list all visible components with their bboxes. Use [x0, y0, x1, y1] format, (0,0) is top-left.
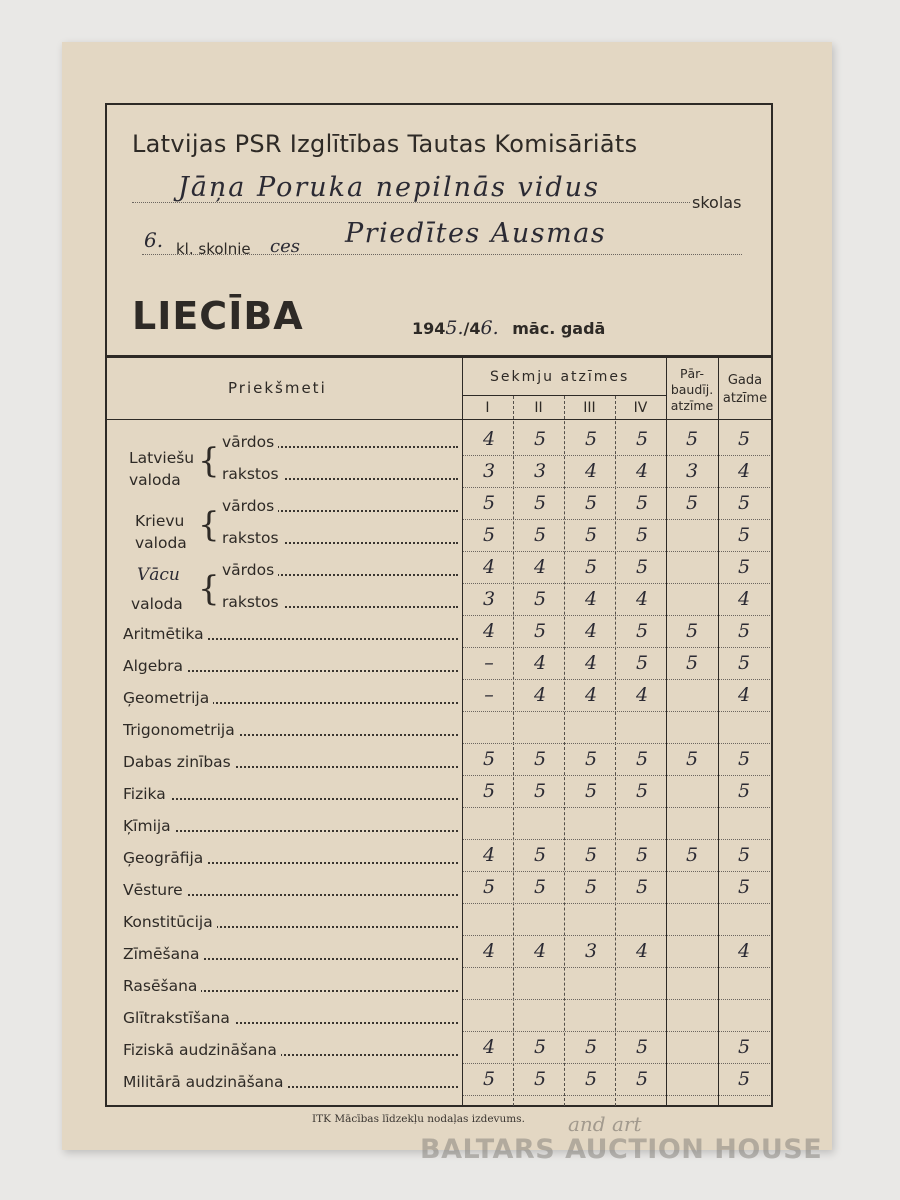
german-language-name: Vācu — [137, 565, 180, 585]
grade-cell: 4 — [737, 588, 751, 610]
grade-cell: 5 — [533, 588, 547, 610]
sublabel-text: vārdos — [222, 561, 278, 579]
grade-cell: 3 — [685, 460, 699, 482]
watermark-line-2: BALTARS AUCTION HOUSE — [420, 1134, 823, 1165]
subject-name: Glītrakstīšana — [123, 1009, 234, 1027]
grade-cell: – — [484, 684, 494, 706]
grade-cell: 4 — [533, 940, 547, 962]
subject-name: Aritmētika — [123, 625, 208, 643]
subject-name: Fizika — [123, 785, 170, 803]
grade-cell: 5 — [685, 620, 699, 642]
row-separator — [463, 647, 770, 648]
year-grade-header — [718, 372, 772, 408]
sublabel-text: rakstos — [222, 465, 283, 483]
grade-cell: 4 — [635, 940, 649, 962]
year-second: 6. — [480, 317, 499, 339]
grade-cell: 5 — [737, 844, 751, 866]
col-divider-year — [718, 356, 719, 1106]
publisher-note: ITK Mācības līdzekļu nodaļas izdevums. — [312, 1113, 525, 1125]
grade-cell: 5 — [635, 492, 649, 514]
latvian-language-label — [129, 447, 194, 491]
row-separator — [463, 679, 770, 680]
row-separator — [463, 1031, 770, 1032]
grade-cell: 5 — [737, 1036, 751, 1058]
subject-name: Ģeometrija — [123, 689, 213, 707]
grade-cell: 5 — [737, 1068, 751, 1090]
grade-cell: 5 — [482, 780, 496, 802]
grade-cell: 5 — [533, 1036, 547, 1058]
sublabel-written-2 — [222, 593, 458, 611]
grade-cell: 4 — [584, 652, 598, 674]
grade-cell: 5 — [584, 1036, 598, 1058]
subject-name: Ķīmija — [123, 817, 175, 835]
subject-row-label — [123, 913, 458, 931]
subject-row-label — [123, 1073, 458, 1091]
grade-cell: 5 — [533, 492, 547, 514]
grade-cell: 5 — [737, 780, 751, 802]
table-header-rule — [107, 419, 771, 420]
exam-header-line-2: baudīj. — [670, 382, 714, 397]
grade-cell: 5 — [737, 876, 751, 898]
gender-suffix: ces — [270, 236, 300, 257]
ministry-heading: Latvijas PSR Izglītības Tautas Komisāriāts — [132, 130, 638, 158]
subject-name: Dabas zinības — [123, 753, 235, 771]
grade-cell: 5 — [635, 748, 649, 770]
row-separator — [463, 967, 770, 968]
grade-cell: 5 — [584, 428, 598, 450]
row-separator — [463, 711, 770, 712]
sublabel-written-0 — [222, 465, 458, 483]
grade-cell: 5 — [635, 1068, 649, 1090]
subject-name: Rasēšana — [123, 977, 201, 995]
grade-cell: 4 — [584, 460, 598, 482]
subject-row-label — [123, 625, 458, 643]
grade-cell: 4 — [584, 588, 598, 610]
school-suffix: skolas — [692, 193, 742, 212]
german-brace: { — [198, 569, 220, 609]
row-separator — [463, 455, 770, 456]
row-separator — [463, 999, 770, 1000]
subject-name: Algebra — [123, 657, 187, 675]
grade-cell: 5 — [482, 1068, 496, 1090]
subject-name: Militārā audzināšana — [123, 1073, 288, 1091]
grade-cell: 5 — [584, 524, 598, 546]
grade-cell: 5 — [635, 524, 649, 546]
grade-cell: 4 — [635, 460, 649, 482]
subject-row-label — [123, 785, 458, 803]
row-separator — [463, 775, 770, 776]
row-separator — [463, 583, 770, 584]
russian-brace: { — [198, 505, 220, 545]
grade-cell: 4 — [482, 556, 496, 578]
grade-cell: 4 — [482, 1036, 496, 1058]
grade-cell: 5 — [737, 428, 751, 450]
success-header: Sekmju atzīmes — [490, 369, 630, 385]
term-header-3: III — [583, 400, 596, 416]
subject-row-label — [123, 753, 458, 771]
year-grade-header-line-2: atzīme — [722, 391, 768, 406]
subject-row-label — [123, 849, 458, 867]
class-number: 6. — [144, 228, 164, 252]
class-label: kl. skolnie — [176, 240, 251, 258]
grade-cell: 5 — [685, 652, 699, 674]
grade-cell: 4 — [482, 428, 496, 450]
grade-cell: 4 — [737, 460, 751, 482]
grade-cell: 5 — [635, 1036, 649, 1058]
grade-cell: 5 — [737, 492, 751, 514]
grade-cell: 5 — [533, 620, 547, 642]
student-name: Priedītes Ausmas — [345, 218, 607, 249]
grade-cell: 5 — [635, 620, 649, 642]
grade-cell: 5 — [482, 492, 496, 514]
col-divider-subjects — [462, 356, 463, 1106]
subject-row-label — [123, 881, 458, 899]
grade-cell: 3 — [584, 940, 598, 962]
grade-cell: 5 — [635, 876, 649, 898]
exam-header — [666, 366, 718, 414]
grade-cell: 5 — [482, 524, 496, 546]
row-separator — [463, 487, 770, 488]
sublabel-written-1 — [222, 529, 458, 547]
row-separator — [463, 839, 770, 840]
subject-name: Konstitūcija — [123, 913, 217, 931]
grade-cell: 5 — [533, 748, 547, 770]
russian-label-line-2: valoda — [135, 534, 187, 552]
grade-cell: 5 — [685, 428, 699, 450]
grade-cell: 5 — [482, 876, 496, 898]
subjects-header: Priekšmeti — [228, 379, 327, 397]
grade-cell: 5 — [533, 844, 547, 866]
grade-cell: 5 — [685, 748, 699, 770]
grade-cell: – — [484, 652, 494, 674]
subject-row-label — [123, 1009, 458, 1027]
subject-row-label — [123, 689, 458, 707]
grade-cell: 3 — [482, 588, 496, 610]
school-name: Jāņa Poruka nepilnās vidus — [178, 172, 600, 203]
leader-dots — [123, 798, 458, 800]
grade-cell: 4 — [482, 620, 496, 642]
grade-cell: 5 — [635, 652, 649, 674]
row-separator — [463, 1063, 770, 1064]
latvian-brace: { — [198, 441, 220, 481]
subject-name: Ģeogrāfija — [123, 849, 207, 867]
row-separator — [463, 551, 770, 552]
subject-name: Trigonometrija — [123, 721, 239, 739]
grade-cell: 5 — [533, 428, 547, 450]
row-separator — [463, 871, 770, 872]
grade-cell: 5 — [635, 428, 649, 450]
grade-cell: 5 — [737, 620, 751, 642]
row-separator — [463, 615, 770, 616]
sublabel-text: rakstos — [222, 529, 283, 547]
year-suffix: māc. gadā — [512, 319, 606, 338]
year-grade-header-line-1: Gada — [727, 373, 763, 388]
grade-cell: 5 — [635, 556, 649, 578]
year-separator: /4 — [463, 319, 481, 338]
grade-cell: 5 — [737, 748, 751, 770]
subject-row-label — [123, 817, 458, 835]
sublabel-oral-2 — [222, 561, 458, 579]
sublabel-oral-1 — [222, 497, 458, 515]
grade-cell: 4 — [635, 588, 649, 610]
subject-row-label — [123, 1041, 458, 1059]
grade-cell: 5 — [685, 844, 699, 866]
russian-label-line-1: Krievu — [135, 512, 185, 530]
grade-cell: 5 — [584, 876, 598, 898]
grade-cell: 5 — [635, 844, 649, 866]
grade-cell: 4 — [584, 684, 598, 706]
grade-cell: 5 — [584, 1068, 598, 1090]
term-header-1: I — [485, 400, 490, 416]
document-title: LIECĪBA — [132, 294, 304, 338]
subject-row-label — [123, 721, 458, 739]
subject-row-label — [123, 977, 458, 995]
watermark-line-1: and art — [568, 1112, 642, 1136]
grade-cell: 5 — [533, 1068, 547, 1090]
grade-cell: 5 — [584, 844, 598, 866]
term-header-4: IV — [633, 400, 648, 416]
grade-cell: 4 — [737, 684, 751, 706]
sublabel-text: vārdos — [222, 433, 278, 451]
grade-cell: 5 — [635, 780, 649, 802]
grade-cell: 4 — [482, 940, 496, 962]
grade-cell: 5 — [737, 524, 751, 546]
grade-cell: 5 — [737, 652, 751, 674]
exam-header-line-3: atzīme — [670, 398, 714, 413]
subject-row-label — [123, 945, 458, 963]
grade-cell: 4 — [635, 684, 649, 706]
sublabel-text: vārdos — [222, 497, 278, 515]
grade-cell: 4 — [533, 684, 547, 706]
grade-cell: 4 — [533, 556, 547, 578]
year-first: 5. — [445, 317, 464, 339]
grade-cell: 4 — [737, 940, 751, 962]
latvian-label-line-2: valoda — [129, 471, 181, 489]
grade-cell: 5 — [584, 780, 598, 802]
year-prefix: 194 — [412, 319, 446, 338]
grade-cell: 4 — [584, 620, 598, 642]
row-separator — [463, 743, 770, 744]
grade-cell: 5 — [737, 556, 751, 578]
grade-cell: 5 — [533, 780, 547, 802]
grade-cell: 3 — [533, 460, 547, 482]
table-top-rule — [107, 355, 771, 358]
exam-header-line-1: Pār- — [679, 366, 705, 381]
sublabel-text: rakstos — [222, 593, 283, 611]
school-year — [412, 317, 605, 339]
grade-cell: 5 — [584, 556, 598, 578]
german-language-label: valoda — [131, 595, 183, 613]
grade-cell: 5 — [533, 876, 547, 898]
grade-cell: 5 — [584, 748, 598, 770]
subject-row-label — [123, 657, 458, 675]
sublabel-oral-0 — [222, 433, 458, 451]
grade-cell: 5 — [685, 492, 699, 514]
row-separator — [463, 903, 770, 904]
latvian-label-line-1: Latviešu — [129, 449, 195, 467]
col-divider-exam — [666, 356, 667, 1106]
subject-name: Vēsture — [123, 881, 187, 899]
subject-name: Zīmēšana — [123, 945, 203, 963]
grade-cell: 5 — [584, 492, 598, 514]
grade-cell: 5 — [533, 524, 547, 546]
russian-language-label — [135, 510, 187, 554]
row-separator — [463, 519, 770, 520]
subject-name: Fiziskā audzināšana — [123, 1041, 281, 1059]
term-header-2: II — [534, 400, 543, 416]
row-separator — [463, 807, 770, 808]
row-separator — [463, 935, 770, 936]
grade-cell: 3 — [482, 460, 496, 482]
grade-cell: 4 — [482, 844, 496, 866]
grade-cell: 4 — [533, 652, 547, 674]
grade-cell: 5 — [482, 748, 496, 770]
row-separator — [463, 1095, 770, 1096]
